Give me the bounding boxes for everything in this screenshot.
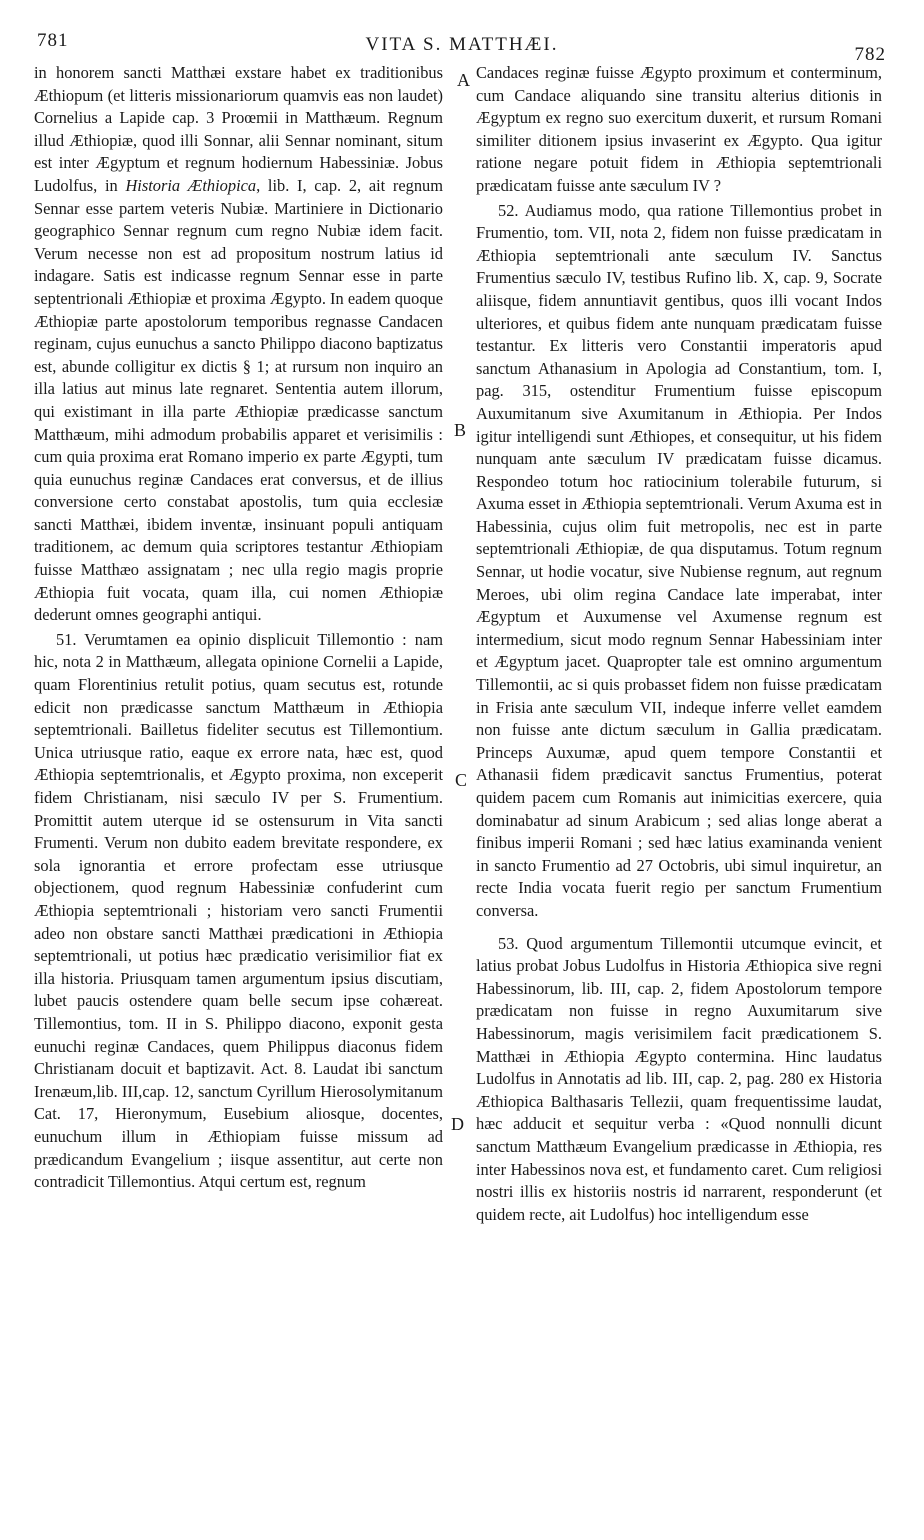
right-column <box>476 62 882 1226</box>
running-title: VITA S. MATTHÆI. <box>365 34 559 55</box>
left-p1-text-b: , lib. I, cap. 2, ait regnum Sennar esse partem veteris Nubiæ. Martiniere in Dictionario geographico Sennar regnum cum regno Nubiæ idem facit. Verum necesse non est ad propositum nostrum latius id indagare. Satis est indicasse regnum Sennar esse in parte septentrionali Æthiopiæ et proxima Ægypto. In eadem quoque Æthiopiæ parte apostolorum temporibus regnasse Candacen reginam, cujus eunuchus a sancto Philippo diacono baptizatus est, abunde colligitur ex dictis § 1; at rursum non inquiro an illa latius aut minus late regnaret. Sententia autem illorum, qui existimant in illa parte Æthiopiæ prædicasse sanctum Matthæum, mihi admodum probabilis apparet et verisimilis : cum quia proxima erat Romano imperio ex parte Ægypti, tum quia eunuchus reginæ Candaces erat conversus, et de illius conversione certo constabat apostolis, tum quia ecclesiæ sancti Matthæi, ibidem inventæ, insinuant populi antiquam traditionem, ac demum quia scriptores testantur Æthiopiam fuisse Matthæo assignatam ; nec ulla regio magis proprie Æthiopia fuit vocata, quam illa, cui nomen Æthiopiæ dederunt omnes geographi antiqui. <box>34 175 443 625</box>
left-p1-italic-title: Historia Æthiopica <box>125 175 257 195</box>
margin-letter-c: C <box>455 770 468 790</box>
page-number-right: 782 <box>854 44 886 65</box>
left-p1-text-a: in honorem sancti Matthæi exstare habet ex traditionibus Æthiopum (et litteris missionariorum quamvis eas non laudet) Cornelius a Lapide cap. 3 Proœmii in Matthæum. Regnum illud Æthiopiæ, quod illi Sonnar, alii Sennar nominant, situm est inter Ægyptum et regnum hodiernum Habessiniæ. Jobus Ludolfus, in <box>34 63 443 195</box>
margin-letter-d: D <box>451 1114 464 1134</box>
margin-letter-b: B <box>454 420 467 440</box>
page-number-left: 781 <box>37 30 69 51</box>
margin-letter-a: A <box>457 70 470 90</box>
right-paragraph-continuation: Candaces reginæ fuisse Ægypto proximum et conterminum, cum Candace aliquando sine transitu alterius ditionis in Ægyptum ex regno suo exercitum duxerit, et rursum Romani similiter ditionem ipsius invaserint ex Ægypto. Qua igitur ratione negare potuit fidem in Æthiopia septemtrionali prædicatam fuisse ante sæculum IV ? <box>476 63 882 195</box>
left-column <box>34 62 443 1194</box>
paragraph-52: 52. Audiamus modo, qua ratione Tillemontius probet in Frumentio, tom. VII, nota 2, fidem non fuisse prædicatam in Æthiopia septemtrionali ante sæculum IV. Sanctus Frumentius sæculo IV, testibus Rufino lib. X, cap. 9, Socrate aliisque, fidem annuntiavit gentibus, quos illi vocant Indos ulteriores, et quibus fidem ante nunquam prædicatam fuisse testantur. Ex litteris vero Constantii imperatoris apud sanctum Athanasium in Apologia ad Constantium, tom. I, pag. 315, ostenditur Frumentium fuisse episcopum Auxumitanum sive Axumitanum in Æthiopia. Per Indos igitur intelligendi sunt Æthiopes, et consequitur, ut his fidem nunquam ante sæculum IV prædicatam fuisse dicamus. Respondeo totum hoc ratiocinium tolerabile futurum, si Axuma esset in Æthiopia septemtrionali. Verum Axuma est in Habessinia, cujus olim fuit metropolis, nec est in parte septemtrionali Æthiopiæ, de qua disputamus. Totum regnum Sennar, ut hodie vocatur, sive Nubiense regnum, aut regnum Meroes, ubi olim regina Candace late imperabat, inter Ægyptum et Auxumense vel Axumense regnum est intermedium, sicut modo regnum Sennar Habessiniam inter et Ægyptum jacet. Quapropter tale est omnino argumentum Tillemontii, ac si quis probasset fidem non fuisse prædicatam in Frisia ante sæculum VII, indeque inferre vellet eamdem non fuisse ante dictum sæculum in Gallia prædicatam. Princeps Auxumæ, apud quem tempore Constantii et Athanasii fidem prædicavit sanctus Frumentius, poterat quidem pacem cum Romanis aut inimicitias exercere, quia dominabatur ad sinum Arabicum ; sed alias longe aberat a finibus imperii Romani ; sed hæc latius examinanda venient in sancto Frumentio ad 27 Octobris, ubi simul inquiretur, an recte India vocata fuerit regio per sanctum Frumentium conversa. <box>476 200 882 920</box>
left-paragraph-continuation <box>34 62 443 627</box>
paragraph-51: 51. Verumtamen ea opinio displicuit Tillemontio : nam hic, nota 2 in Matthæum, allegata opinione Cornelii a Lapide, quam Florentinius retulit potius, quam secutus est, rotunde edicit non prædicasse sanctum Matthæum in Æthiopia septemtrionali. Bailletus fideliter secutus est Tillemontium. Unica utriusque ratio, eaque ex errore nata, hæc est, quod Æthiopia septemtrionalis, et Ægypto proxima, non exceperit fidem Christianam, nisi sæculo IV per S. Frumentium. Promittit autem uterque id se ostensurum in Vita sancti Frumenti. Verum non dubito eadem brevitate respondere, ex sola ignorantia et errore profectam esse utriusque objectionem, quod regnum Habessiniæ confuderint cum Æthiopia septemtrionali ; historiam vero sancti Frumentii adeo non obstare sancti Matthæi prædicationi in Æthiopia septemtrionali, ut potius hæc prædicatio verisimilior fiat ex illa historia. Priusquam tamen argumentum ipsius discutiam, lubet paucis ostendere quam belle secum ipse cohæreat. Tillemontius, tom. II in S. Philippo diacono, exponit gesta eunuchi reginæ Candaces, quem Philippus diaconus fidem Christianam docuit et baptizavit. Act. 8. Laudat ibi sanctum Irenæum,lib. III,cap. 12, sanctum Cyrillum Hierosolymitanum Cat. 17, Hieronymum, Eusebium aliosque, docentes, eunuchum illum in Æthiopiam fuisse missum ad prædicandum Evangelium ; iisque assentitur, aut certe non contradicit Tillemontius. Atqui certum est, regnum <box>34 629 443 1192</box>
paragraph-53: 53. Quod argumentum Tillemontii utcumque evincit, et latius probat Jobus Ludolfus in Historia Æthiopica sive regni Habessinorum, lib. III, cap. 2, fidem Apostolorum tempore prædicatam non fuisse in regno Auxumitarum sive Habessinorum, magis verisimilem facit prædicationem S. Matthæi in Æthiopia Ægypto contermina. Hinc laudatus Ludolfus in Annotatis ad lib. III, cap. 2, pag. 280 ex Historia Æthiopica Balthasaris Tellezii, quam frequentissime laudat, hæc adducit et sequitur verba : «Quod nonnulli dicunt sanctum Matthæum Evangelium prædicasse in Æthiopia, res inter Habessinos nova est, et fundamento caret. Cum religiosi nostri illis ex historiis nostris id narrarent, responderunt (et quidem recte, ait Ludolfus) hoc intelligendum esse <box>476 933 882 1224</box>
